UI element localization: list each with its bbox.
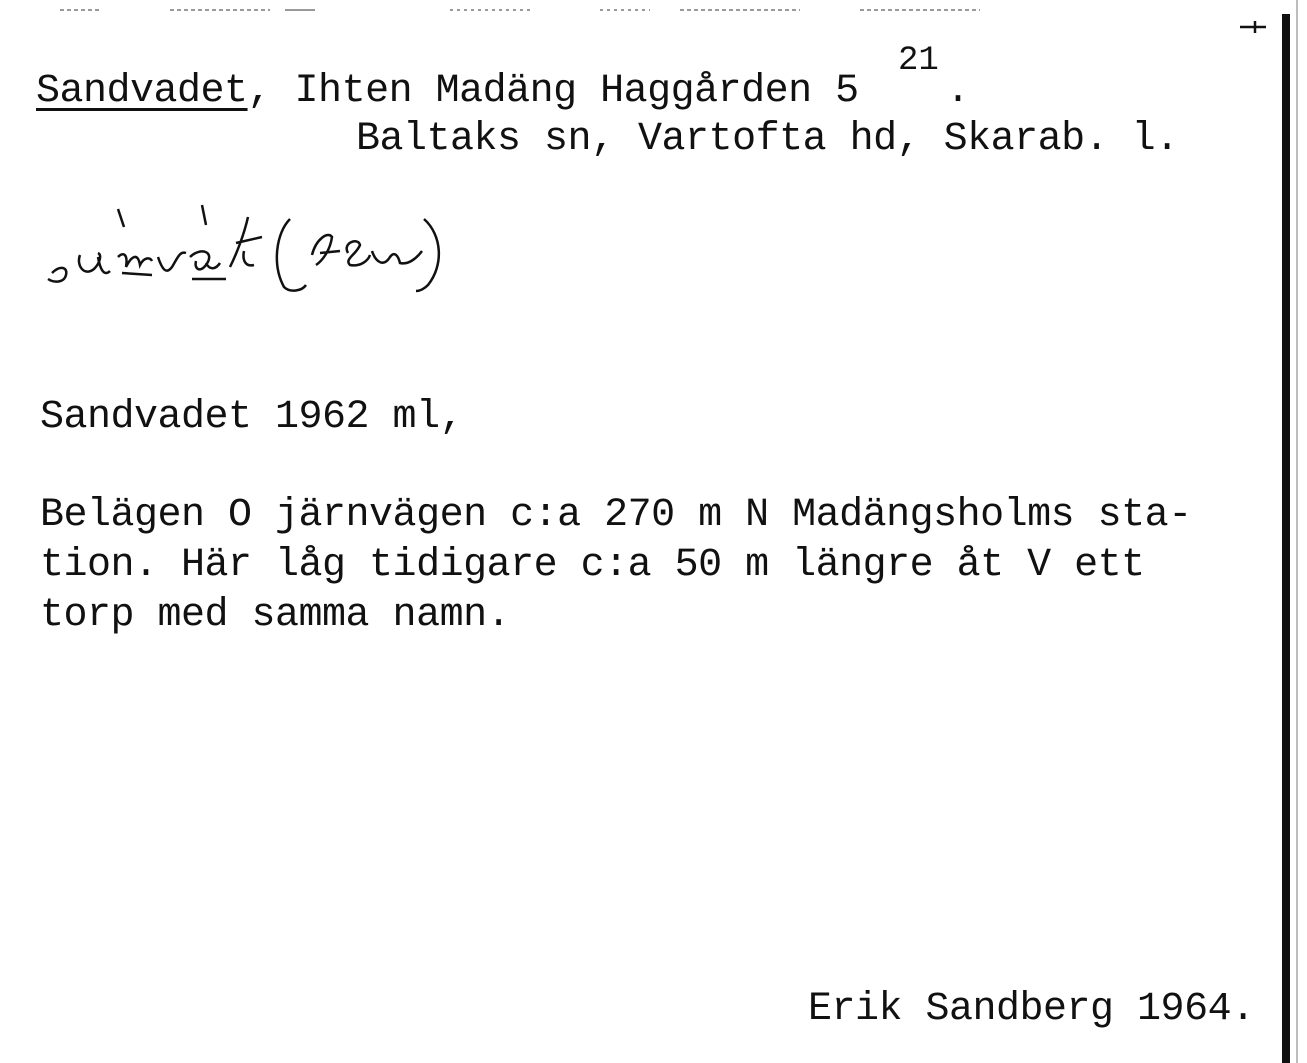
description-line-3: torp med samma namn. (40, 593, 511, 638)
right-edge-line (1296, 0, 1298, 1063)
place-name: Sandvadet (36, 69, 248, 114)
cross-icon (1238, 17, 1268, 37)
heading-rest: , Ihten Madäng Haggården 5 (247, 69, 859, 114)
handwritten-pronunciation (40, 195, 620, 305)
card-heading (36, 69, 859, 114)
heading-superscript: 21 (898, 42, 939, 80)
location-line: Baltaks sn, Vartofta hd, Skarab. l. (356, 117, 1179, 162)
heading-end: . (946, 69, 970, 114)
signature-line: Erik Sandberg 1964. (808, 987, 1255, 1032)
corner-cross-mark (1238, 14, 1268, 42)
top-edge-dashes (40, 8, 1240, 12)
source-line: Sandvadet 1962 ml, (40, 395, 464, 440)
description-line-2: tion. Här låg tidigare c:a 50 m längre åt V ett (40, 543, 1145, 588)
description-line-1: Belägen O järnvägen c:a 270 m N Madängsholms sta- (40, 493, 1192, 538)
right-edge-bar (1282, 14, 1290, 1063)
